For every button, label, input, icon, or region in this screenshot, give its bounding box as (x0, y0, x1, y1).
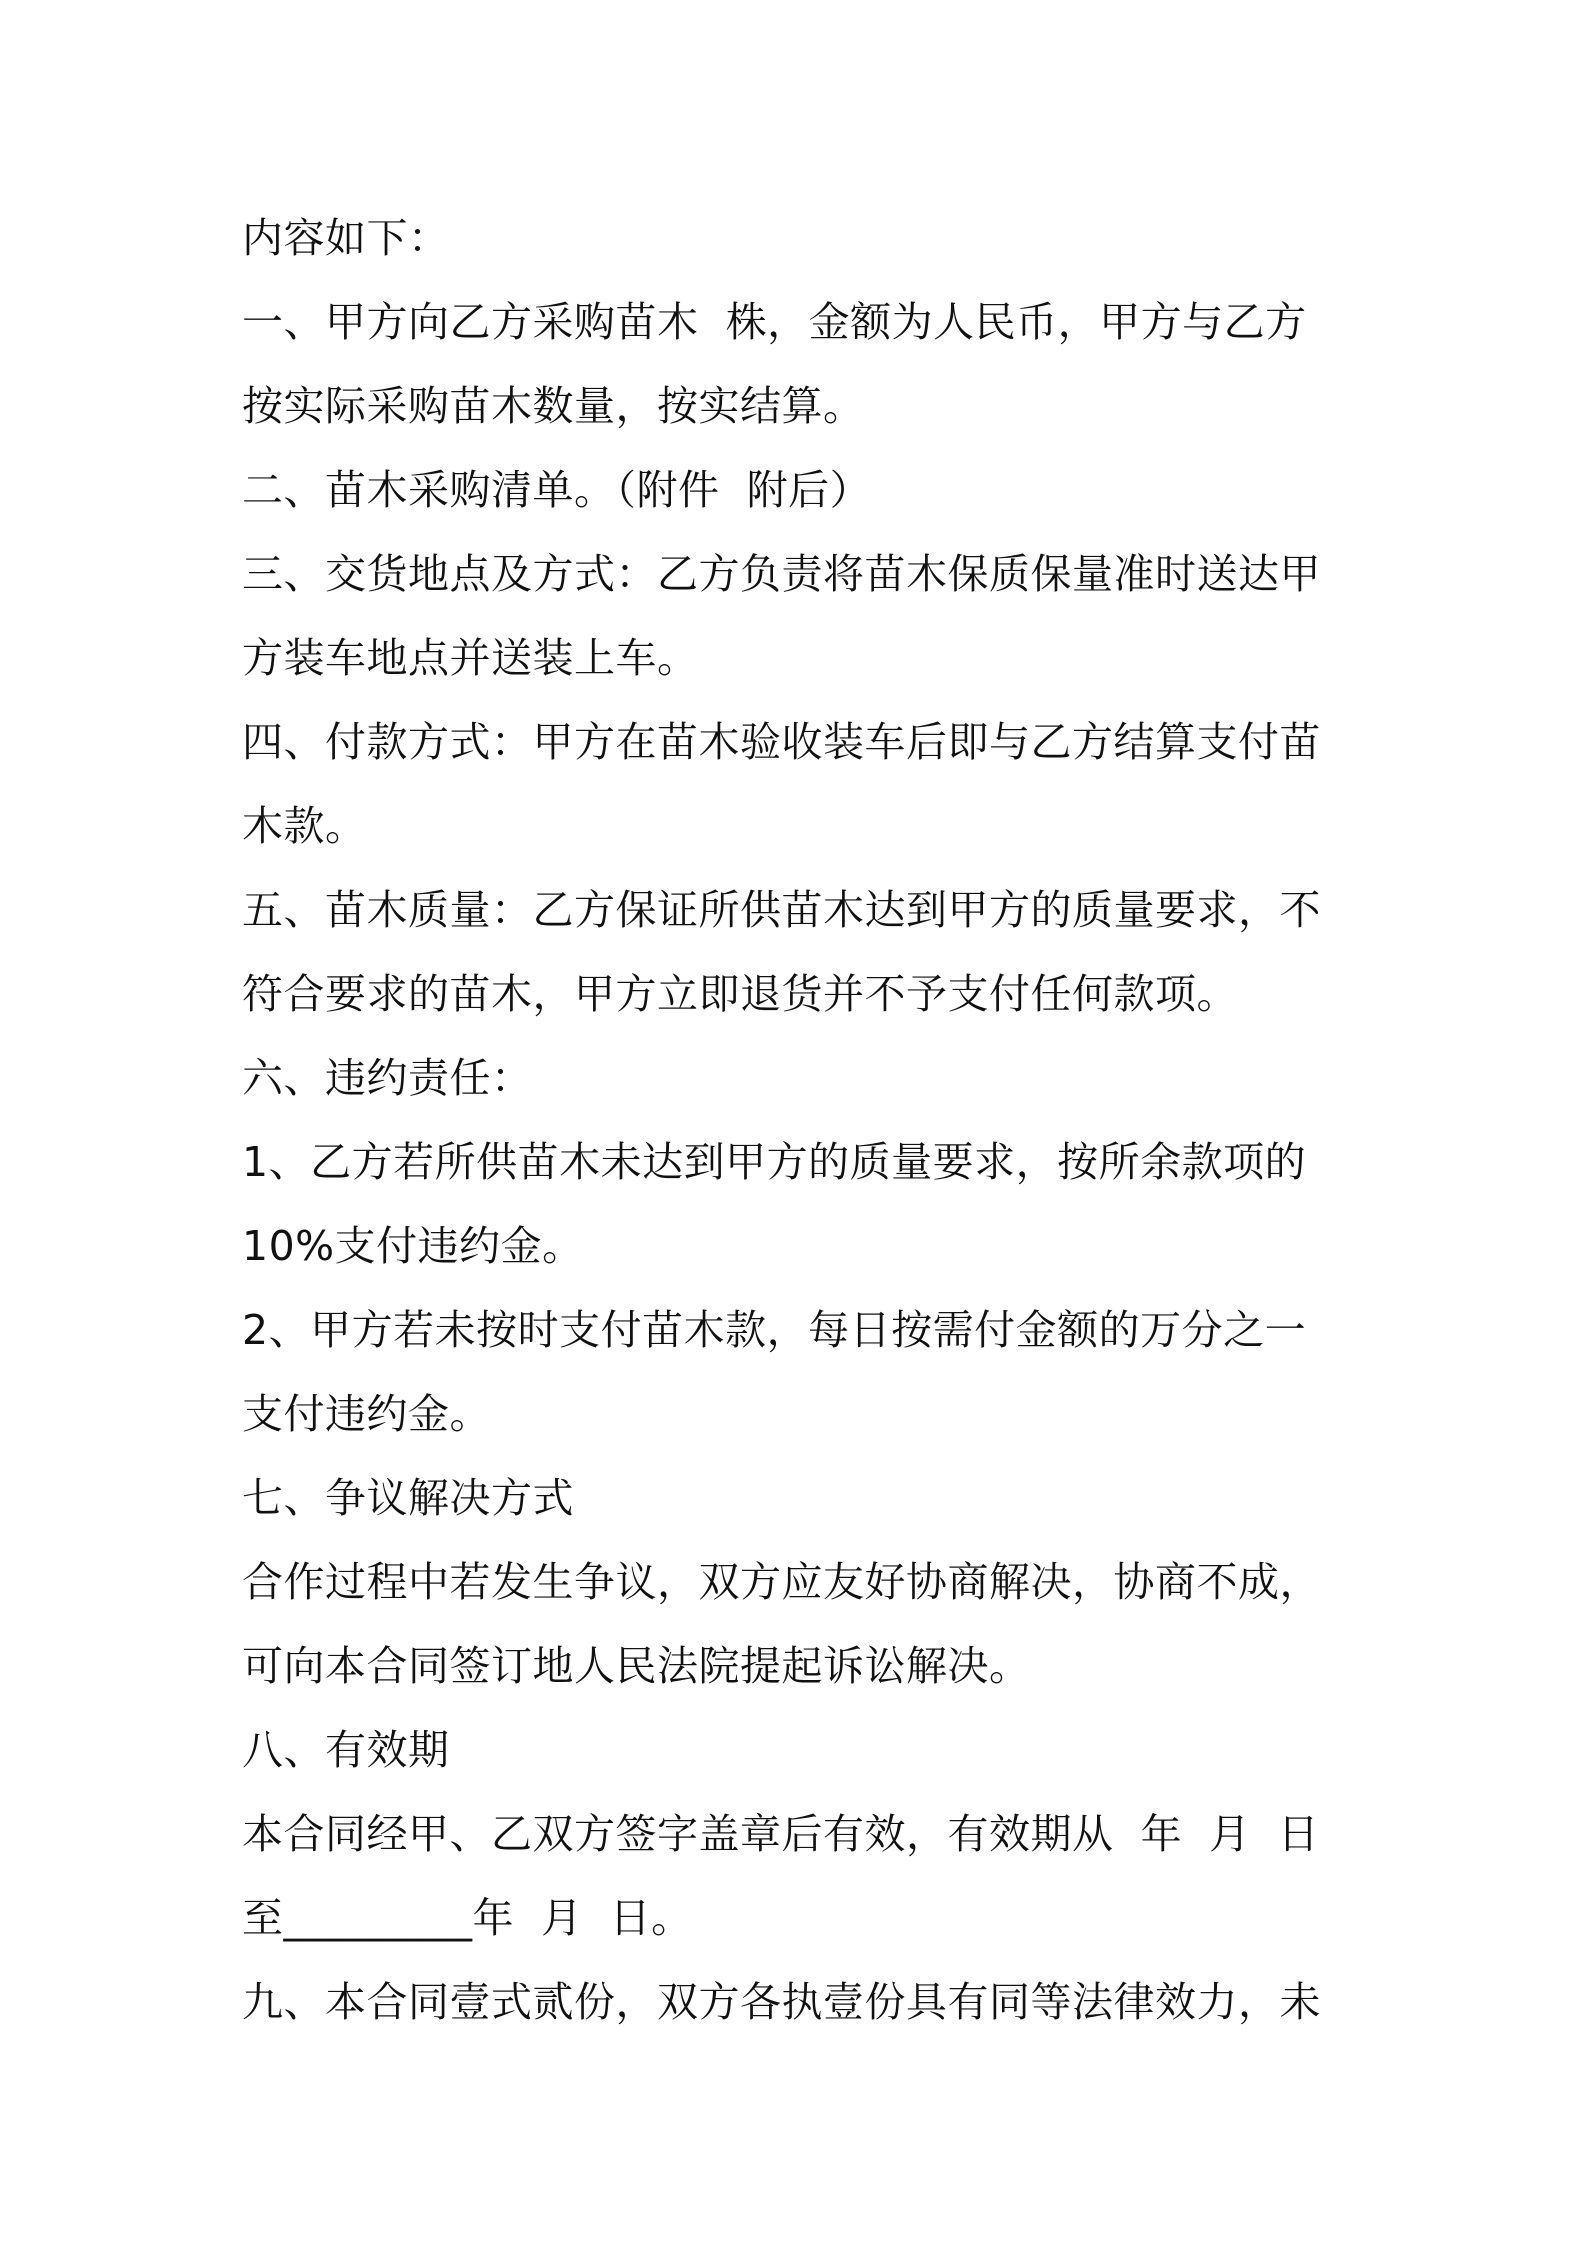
clause-9-line-1: 九、本合同壹式贰份，双方各执壹份具有同等法律效力，未 (242, 1978, 1321, 2026)
clause-8-heading: 八、有效期 (242, 1726, 450, 1774)
clause-6-item-1-line-1: 1、乙方若所供苗木未达到甲方的质量要求，按所余款项的 (242, 1138, 1307, 1186)
clause-1-line-1: 一、甲方向乙方采购苗木 株，金额为人民币，甲方与乙方 (242, 298, 1307, 346)
clause-2-line: 二、苗木采购清单。（附件 附后） (242, 466, 872, 514)
clause-6-item-2-line-1: 2、甲方若未按时支付苗木款，每日按需付金额的万分之一 (242, 1306, 1307, 1354)
clause-3-line-2: 方装车地点并送装上车。 (242, 634, 699, 682)
clause-4-line-2: 木款。 (242, 802, 367, 850)
clause-4-line-1: 四、付款方式：甲方在苗木验收装车后即与乙方结算支付苗 (242, 718, 1321, 766)
clause-6-item-1-line-2: 10%支付违约金。 (242, 1222, 584, 1270)
intro-line: 内容如下： (242, 214, 450, 262)
clause-8-line-2: 至_________年 月 日。 (242, 1894, 693, 1942)
clause-8-line-1: 本合同经甲、乙双方签字盖章后有效，有效期从 年 月 日 (242, 1810, 1320, 1858)
clause-6-item-2-line-2: 支付违约金。 (242, 1390, 491, 1438)
clause-7-line-1: 合作过程中若发生争议，双方应友好协商解决，协商不成， (242, 1558, 1321, 1606)
clause-1-line-2: 按实际采购苗木数量，按实结算。 (242, 382, 865, 430)
clause-5-line-2: 符合要求的苗木，甲方立即退货并不予支付任何款项。 (242, 970, 1238, 1018)
clause-3-line-1: 三、交货地点及方式：乙方负责将苗木保质保量准时送达甲 (242, 550, 1321, 598)
clause-6-heading: 六、违约责任： (242, 1054, 533, 1102)
clause-5-line-1: 五、苗木质量：乙方保证所供苗木达到甲方的质量要求，不 (242, 886, 1321, 934)
contract-body (242, 196, 1362, 2044)
clause-7-line-2: 可向本合同签订地人民法院提起诉讼解决。 (242, 1642, 1031, 1690)
clause-7-heading: 七、争议解决方式 (242, 1474, 574, 1522)
